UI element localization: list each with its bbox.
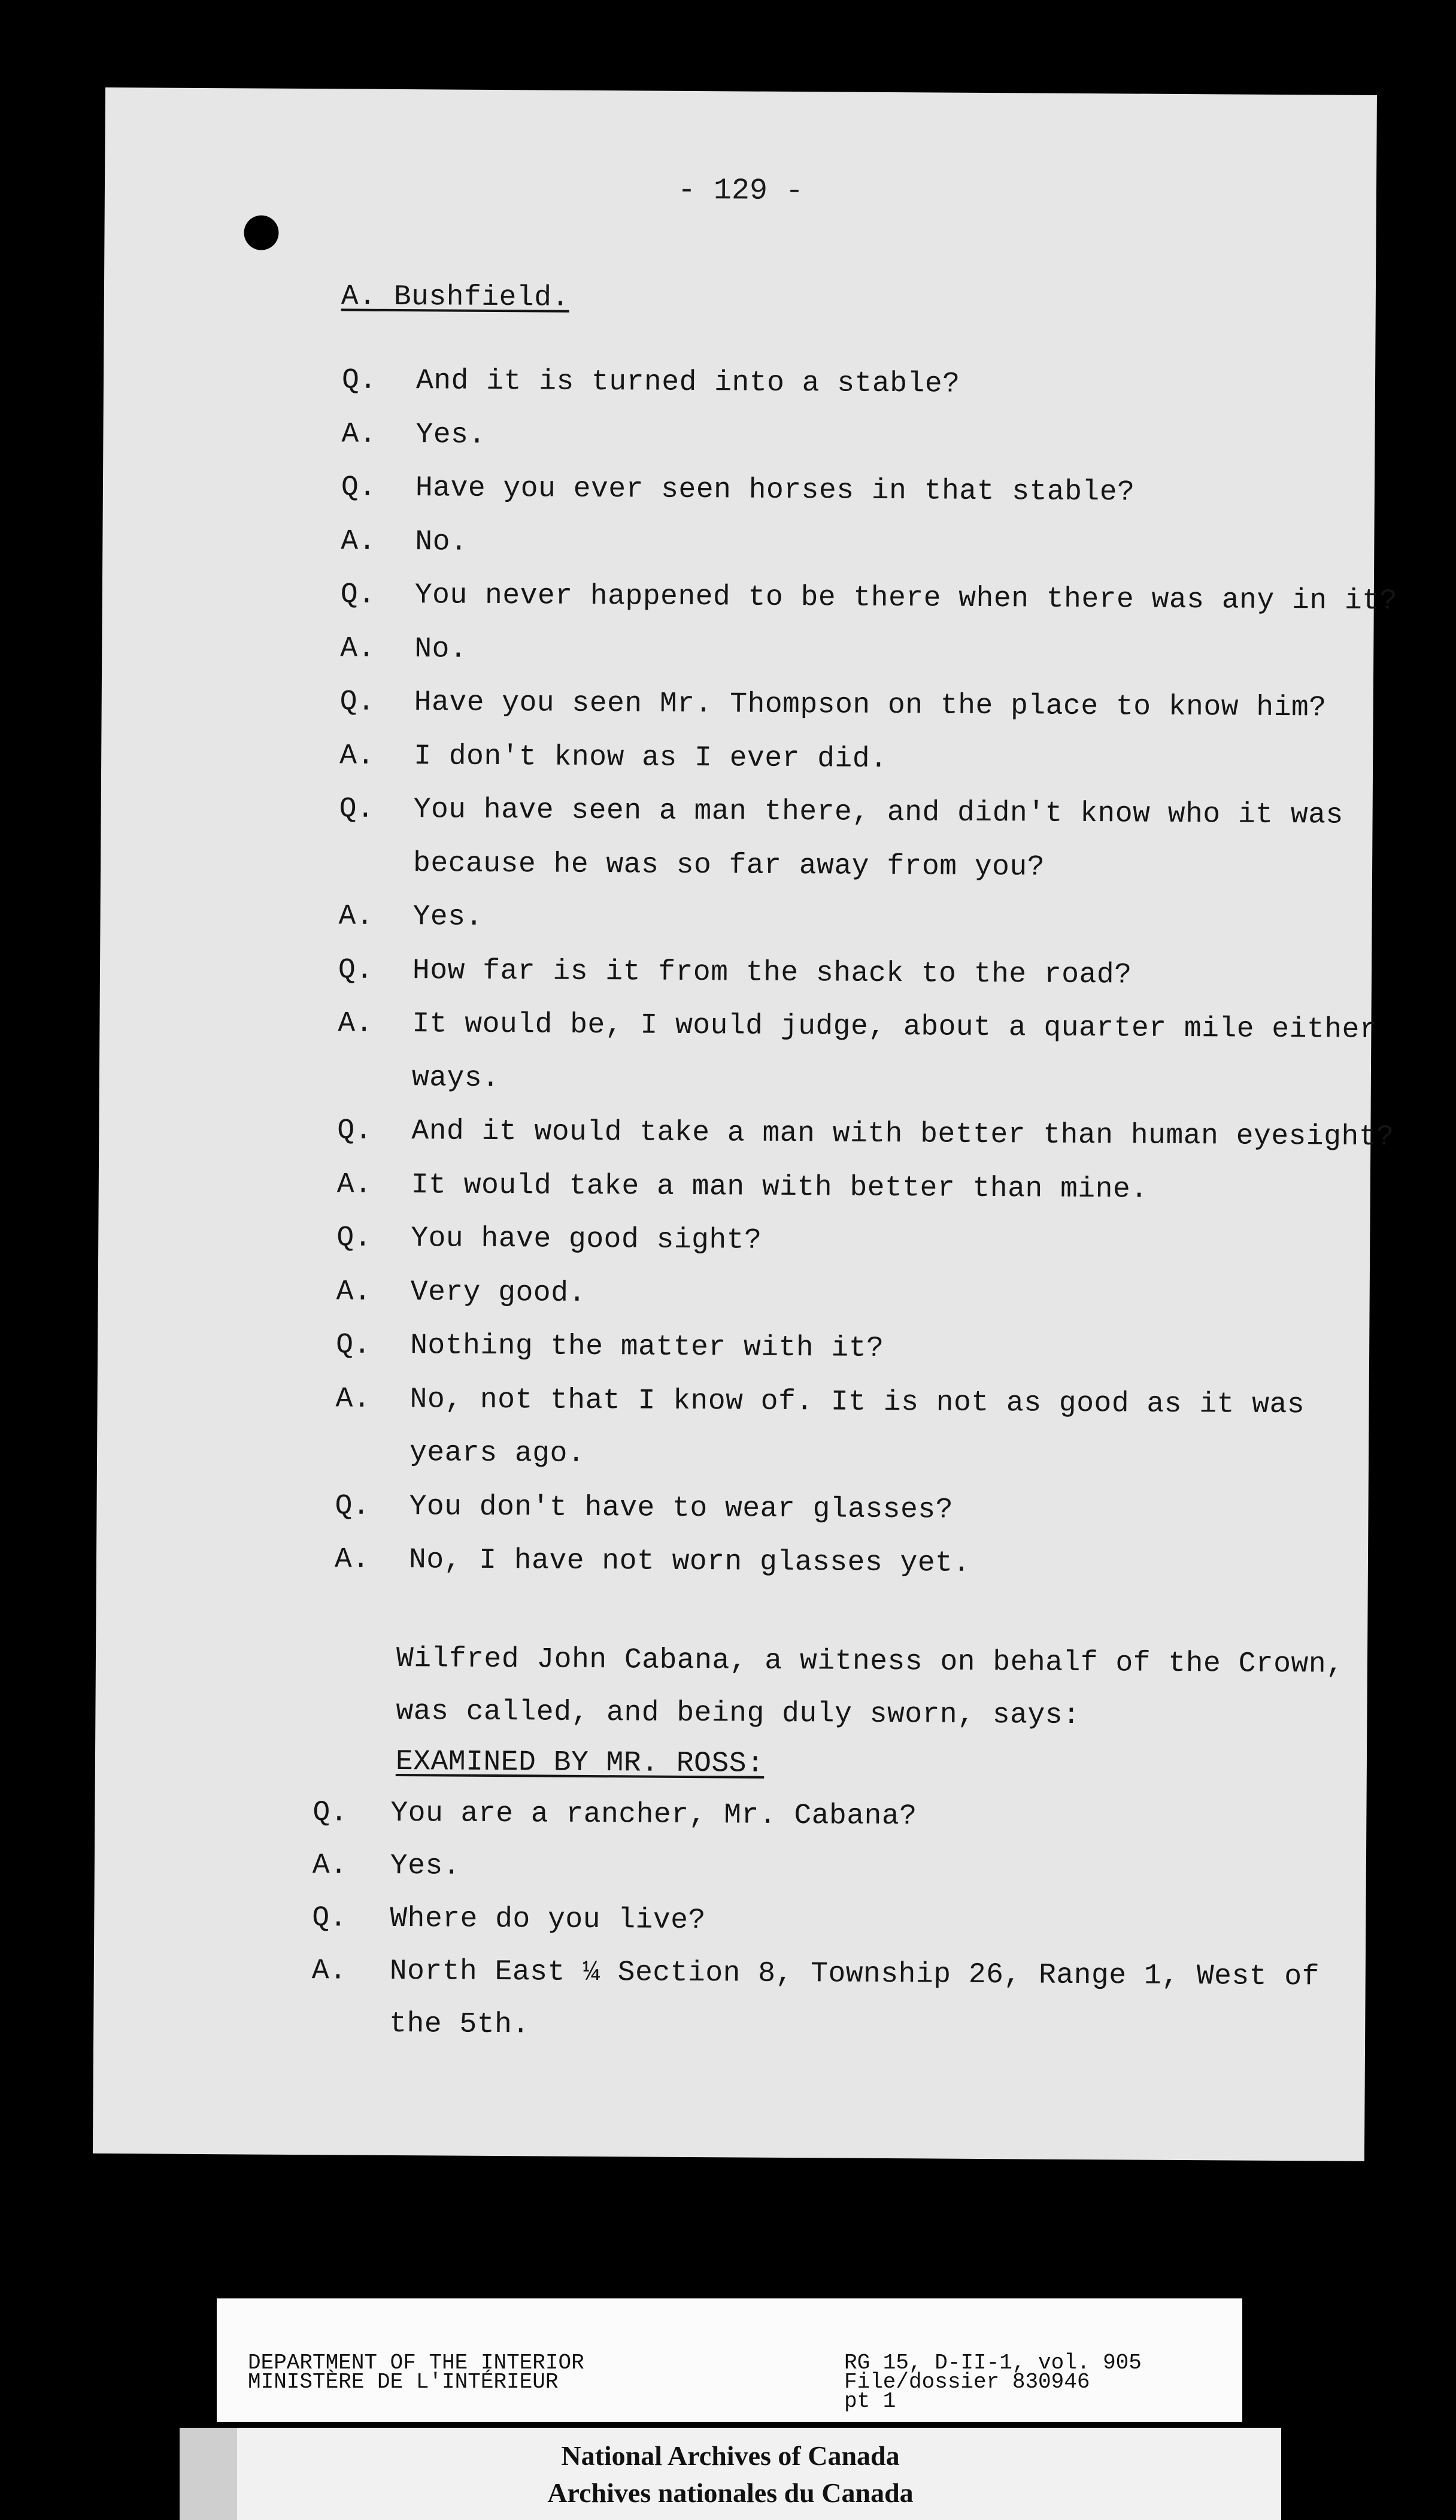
answer-label: A.: [340, 632, 376, 665]
question-label: Q.: [336, 1329, 371, 1362]
examined-by-heading: EXAMINED BY MR. ROSS:: [395, 1746, 765, 1780]
answer-label: A.: [312, 1849, 348, 1882]
question-text: Have you ever seen horses in that stable?: [415, 472, 1135, 509]
answer-text: No.: [414, 632, 468, 666]
department-en: DEPARTMENT OF THE INTERIOR: [248, 2351, 584, 2375]
punch-hole: [244, 215, 278, 250]
question-label: Q.: [335, 1489, 371, 1523]
answer-label: A.: [311, 1955, 347, 1988]
question-label: Q.: [337, 1114, 373, 1147]
question-text: Where do you live?: [390, 1902, 706, 1937]
archives-name-en: National Archives of Canada: [561, 2440, 900, 2471]
question-text: You never happened to be there when there was any in it?: [414, 579, 1398, 618]
continuation-text: because he was so far away from you?: [412, 847, 1045, 884]
answer-label: A.: [335, 1382, 371, 1416]
question-label: Q.: [313, 1797, 348, 1830]
answer-text: No, I have not worn glasses yet.: [408, 1544, 970, 1580]
answer-text: It would take a man with better than mine.: [411, 1168, 1148, 1206]
department-label: [248, 2351, 584, 2394]
speaker-heading: A. Bushfield.: [341, 280, 569, 314]
question-text: And it is turned into a stable?: [415, 365, 960, 401]
answer-label: A.: [339, 739, 375, 773]
question-label: Q.: [341, 471, 377, 504]
witness-intro-line-1: Wilfred John Cabana, a witness on behalf of the Crown,: [396, 1643, 1344, 1681]
archive-reference-stamp: [217, 2298, 1242, 2422]
question-text: Have you seen Mr. Thompson on the place to know him?: [414, 686, 1327, 725]
question-text: Nothing the matter with it?: [410, 1329, 884, 1365]
question-text: How far is it from the shack to the road?: [412, 954, 1132, 992]
question-label: Q.: [340, 578, 376, 611]
answer-text: Very good.: [410, 1276, 586, 1310]
answer-text: Yes.: [415, 418, 486, 452]
answer-label: A.: [338, 900, 374, 933]
question-text: And it would take a man with better than human eyesight?: [411, 1115, 1394, 1154]
answer-text: Yes.: [412, 901, 483, 934]
continuation-text: years ago.: [409, 1437, 586, 1470]
reference-label: [844, 2351, 1142, 2413]
question-text: You are a rancher, Mr. Cabana?: [390, 1797, 917, 1833]
question-label: Q.: [341, 364, 377, 397]
witness-intro-line-2: was called, and being duly sworn, says:: [396, 1695, 1081, 1732]
question-label: Q.: [336, 1222, 372, 1255]
question-text: You don't have to wear glasses?: [409, 1490, 954, 1526]
archives-footer: [180, 2428, 1281, 2520]
question-label: Q.: [339, 793, 375, 826]
answer-text: I don't know as I ever did.: [414, 740, 888, 776]
department-fr: MINISTÈRE DE L'INTÉRIEUR: [248, 2370, 559, 2394]
reference-line-3: pt 1: [844, 2389, 896, 2413]
answer-label: A.: [336, 1168, 372, 1201]
answer-text: North East ¼ Section 8, Township 26, Range 1, West of: [389, 1955, 1320, 1994]
reference-line-1: RG 15, D-II-1, vol. 905: [844, 2351, 1142, 2375]
question-text: You have good sight?: [411, 1222, 762, 1257]
answer-text: It would be, I would judge, about a quarter mile either: [412, 1008, 1378, 1047]
question-text: You have seen a man there, and didn't know who it was: [413, 793, 1343, 832]
archives-name-fr: Archives nationales du Canada: [547, 2477, 914, 2508]
answer-text: No.: [415, 525, 468, 559]
reference-line-2: File/dossier 830946: [844, 2370, 1090, 2394]
answer-label: A.: [338, 1007, 374, 1040]
document-page: [93, 87, 1398, 2161]
page-number: - 129 -: [677, 173, 804, 209]
question-label: Q.: [339, 686, 375, 719]
question-label: Q.: [338, 953, 374, 987]
answer-text: Yes.: [390, 1849, 461, 1883]
answer-label: A.: [336, 1275, 372, 1309]
continuation-text: the 5th.: [389, 2007, 530, 2042]
answer-label: A.: [334, 1543, 370, 1576]
answer-text: No, not that I know of. It is not as good as it was: [410, 1383, 1305, 1421]
answer-label: A.: [341, 417, 377, 451]
continuation-text: ways.: [411, 1061, 500, 1095]
question-label: Q.: [312, 1902, 348, 1935]
answer-label: A.: [341, 525, 377, 558]
